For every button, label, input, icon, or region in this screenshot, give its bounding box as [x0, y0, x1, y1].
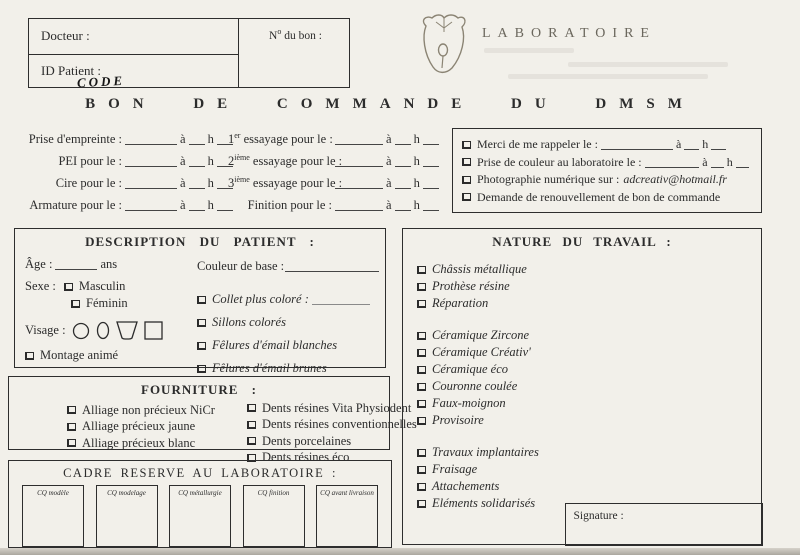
option-label: Sillons colorés [212, 315, 286, 329]
checkbox-icon[interactable] [71, 300, 80, 308]
nature-list [417, 261, 539, 512]
age-label: Âge : [25, 257, 53, 271]
nature-item [417, 295, 539, 312]
feminin-label: Féminin [86, 296, 128, 310]
schedule-row-finition [228, 194, 442, 216]
collet-field[interactable] [312, 294, 370, 305]
nature-item [417, 495, 539, 512]
sexe-label: Sexe : [25, 279, 56, 293]
nature-item [417, 361, 539, 378]
age-field[interactable] [55, 259, 97, 270]
minute-field[interactable] [423, 178, 439, 189]
faded-print [508, 74, 708, 79]
hour-label: h [207, 153, 214, 168]
cadre-reserve-box [8, 460, 392, 548]
row-label-sup: ième [234, 152, 250, 162]
row-label-rest: essayage pour le : [249, 154, 343, 169]
fourniture-right-column [247, 400, 417, 466]
date-field[interactable] [335, 200, 383, 211]
minute-field[interactable] [423, 200, 439, 211]
item-label: Céramique éco [432, 362, 509, 376]
item-label: Prothèse résine [432, 279, 510, 293]
nature-item [417, 378, 539, 395]
checkbox-icon[interactable] [417, 266, 426, 274]
option-rappeler [462, 136, 752, 154]
age-row [25, 257, 190, 272]
checkbox-icon[interactable] [25, 352, 34, 360]
checkbox-icon[interactable] [197, 296, 206, 304]
patient-id-label: ID Patient : [41, 63, 101, 78]
hour-field[interactable] [395, 134, 411, 145]
visage-row [25, 321, 190, 340]
date-field[interactable] [335, 156, 383, 167]
checkbox-icon[interactable] [417, 466, 426, 474]
schedule-row-essayage3 [228, 172, 442, 194]
nature-travail-box [402, 228, 762, 545]
hour-field[interactable] [684, 139, 699, 150]
visage-label: Visage : [25, 323, 66, 337]
patient-right-column [197, 259, 382, 384]
option-label: Fêlures d'émail blanches [212, 338, 338, 352]
item-label: Châssis métallique [432, 262, 527, 276]
item-label: Provisoire [432, 413, 484, 427]
cq-finition-cell[interactable] [243, 485, 305, 547]
cq-metallurgie-cell[interactable] [169, 485, 231, 547]
hour-field[interactable] [189, 156, 205, 167]
cq-avant-livraison-cell[interactable] [316, 485, 378, 547]
fourniture-item [247, 433, 417, 450]
item-label: Travaux implantaires [432, 445, 539, 459]
item-label: Faux-moignon [432, 396, 506, 410]
item-label: Dents résines éco [261, 450, 350, 465]
row-label-sup: er [234, 130, 241, 140]
checkbox-icon[interactable] [417, 300, 426, 308]
item-label: Céramique Créativ' [432, 345, 531, 359]
option-label: Fêlures d'émail brunes [212, 361, 327, 375]
face-shape-oval-icon[interactable] [96, 321, 110, 340]
nature-item [417, 412, 539, 429]
row-label [228, 131, 332, 147]
date-field[interactable] [125, 200, 177, 211]
item-label: Alliage précieux blanc [82, 435, 196, 450]
item-label: Réparation [432, 296, 489, 310]
patient-description-box [14, 228, 386, 375]
couleur-base-label: Couleur de base : [197, 259, 285, 273]
checkbox-icon[interactable] [417, 383, 426, 391]
face-shape-trapezoid-icon[interactable] [116, 321, 138, 340]
checkbox-icon[interactable] [462, 158, 471, 166]
checkbox-icon[interactable] [417, 332, 426, 340]
checkbox-icon[interactable] [417, 417, 426, 425]
signature-label: Signature : [573, 509, 624, 522]
signature-box[interactable] [565, 503, 763, 546]
schedule-row-essayage2 [228, 150, 442, 172]
section-title: FOURNITURE : [141, 382, 257, 397]
at-label: à [180, 197, 186, 212]
divider [29, 54, 238, 55]
checkbox-icon[interactable] [417, 483, 426, 491]
cq-modelage-cell[interactable] [96, 485, 158, 547]
bon-number-label-base: N [269, 29, 278, 42]
at-label: à [180, 175, 186, 190]
hour-field[interactable] [395, 178, 411, 189]
date-field[interactable] [645, 157, 700, 168]
checkbox-icon[interactable] [197, 319, 206, 327]
checkbox-icon[interactable] [417, 349, 426, 357]
option-felures-brunes [197, 361, 382, 376]
schedule-row-empreinte [8, 128, 236, 150]
divider [238, 19, 239, 87]
contact-options-box [452, 128, 762, 213]
option-felures-blanches [197, 338, 382, 353]
at-label: à [386, 131, 392, 146]
minute-field[interactable] [423, 156, 439, 167]
option-label: Merci de me rappeler le : [477, 137, 598, 152]
face-shape-circle-icon[interactable] [72, 322, 90, 340]
fourniture-item [247, 417, 417, 434]
hour-field[interactable] [395, 156, 411, 167]
couleur-base-row [197, 259, 382, 274]
masculin-label: Masculin [78, 279, 126, 293]
fourniture-item [67, 435, 215, 452]
nature-item [417, 395, 539, 412]
item-label: Alliage non précieux NiCr [82, 402, 215, 417]
option-photographie [462, 171, 752, 189]
checkbox-icon[interactable] [417, 283, 426, 291]
montage-row [25, 348, 190, 363]
couleur-base-field[interactable] [285, 261, 379, 272]
hour-field[interactable] [395, 200, 411, 211]
hour-label: h [413, 153, 420, 168]
checkbox-icon[interactable] [417, 449, 426, 457]
item-label: Dents résines conventionnelles [261, 417, 417, 432]
age-unit-label: ans [100, 257, 118, 271]
checkbox-icon[interactable] [247, 437, 256, 445]
item-label: Attachements [432, 479, 500, 493]
row-label-rest: essayage pour le : [249, 176, 343, 191]
section-title: NATURE DU TRAVAIL : [492, 234, 672, 249]
row-label: Finition pour le : [247, 197, 332, 212]
patient-id-handwritten-value: CODE [76, 72, 126, 91]
minute-field[interactable] [711, 139, 726, 150]
row-label: Cire pour le : [55, 175, 122, 190]
date-field[interactable] [335, 134, 383, 145]
fourniture-item [67, 419, 215, 436]
row-label-num: 1 [228, 132, 235, 147]
tooth-logo-icon [418, 12, 470, 76]
face-shape-square-icon[interactable] [144, 321, 163, 340]
hour-label: h [413, 175, 420, 190]
at-label: à [180, 153, 186, 168]
item-label: Dents résines Vita Physiodent [261, 400, 412, 415]
hour-field[interactable] [189, 134, 205, 145]
date-field[interactable] [125, 156, 177, 167]
hour-field[interactable] [189, 200, 205, 211]
checkbox-icon[interactable] [67, 406, 76, 414]
checkbox-icon[interactable] [417, 500, 426, 508]
cell-label: CQ métallurgie [178, 489, 222, 497]
nature-item [417, 461, 539, 478]
section-title: DESCRIPTION DU PATIENT : [85, 234, 315, 249]
item-label: Alliage précieux jaune [82, 419, 196, 434]
checkbox-icon[interactable] [462, 176, 471, 184]
hour-label: h [413, 197, 420, 212]
row-label-num: 3 [228, 176, 235, 191]
option-collet [197, 292, 382, 307]
option-label: Prise de couleur au laboratoire le : [477, 154, 642, 169]
checkbox-icon[interactable] [247, 404, 256, 412]
hour-label: h [726, 154, 733, 169]
at-label: à [386, 197, 392, 212]
row-label-rest: essayage pour le : [240, 132, 333, 147]
option-label: Demande de renouvellement de bon de commande [477, 189, 721, 204]
option-prise-couleur [462, 154, 752, 172]
fourniture-left-column [67, 402, 215, 466]
option-label: Collet plus coloré : [212, 292, 309, 306]
checkbox-icon[interactable] [67, 423, 76, 431]
at-label: à [386, 153, 392, 168]
row-label [228, 152, 343, 169]
date-field[interactable] [601, 139, 673, 150]
fourniture-item [247, 400, 417, 417]
feminin-row [71, 296, 190, 311]
hour-label: h [207, 197, 214, 212]
hour-label: h [207, 131, 214, 146]
checkbox-icon[interactable] [462, 193, 471, 201]
nature-item [417, 278, 539, 295]
date-field[interactable] [125, 134, 177, 145]
item-label: Eléments solidarisés [432, 496, 536, 510]
bon-number-label-rest: du bon : [281, 29, 322, 42]
nature-item [417, 478, 539, 495]
row-label-num: 2 [228, 154, 235, 169]
checkbox-icon[interactable] [67, 439, 76, 447]
laboratory-logo [418, 12, 758, 84]
doctor-patient-box [28, 18, 350, 91]
row-label-sup: ième [234, 174, 250, 184]
montage-label: Montage animé [40, 348, 119, 362]
patient-left-column [25, 257, 190, 370]
scan-edge-shadow [0, 548, 800, 555]
row-label: Armature pour le : [29, 197, 122, 212]
bon-number-label-sup: o [277, 27, 282, 36]
faded-print [568, 62, 728, 67]
bon-number-label [269, 27, 322, 42]
section-title: CADRE RESERVE AU LABORATOIRE : [63, 466, 337, 480]
hour-field[interactable] [711, 157, 724, 168]
schedule-row-armature [8, 194, 236, 216]
option-renouvellement [462, 189, 752, 207]
item-label: Fraisage [432, 462, 478, 476]
faded-print [484, 48, 574, 53]
hour-field[interactable] [189, 178, 205, 189]
fourniture-item [67, 402, 215, 419]
checkbox-icon[interactable] [417, 400, 426, 408]
cell-label: CQ modelage [107, 489, 146, 497]
hour-label: h [413, 131, 420, 146]
at-label: à [386, 175, 392, 190]
schedule-row-cire [8, 172, 236, 194]
doctor-label: Docteur : [41, 28, 90, 43]
cq-modele-cell[interactable] [22, 485, 84, 547]
nature-item [417, 444, 539, 461]
schedule-row-pei [8, 150, 236, 172]
laboratoire-wordmark: LABORATOIRE [482, 26, 656, 41]
date-field[interactable] [125, 178, 177, 189]
row-label: PEI pour le : [58, 153, 122, 168]
checkbox-icon[interactable] [417, 366, 426, 374]
fourniture-box [8, 376, 417, 465]
item-label: Couronne coulée [432, 379, 518, 393]
row-label: Prise d'empreinte : [28, 131, 122, 146]
cell-label: CQ finition [257, 489, 290, 497]
nature-item [417, 344, 539, 361]
cell-label: CQ avant livraison [320, 489, 374, 497]
cell-label: CQ modèle [37, 489, 69, 497]
email-address: adcreativ@hotmail.fr [623, 172, 727, 187]
at-label: à [702, 154, 708, 169]
schedule-row-essayage1 [228, 128, 442, 150]
item-label: Céramique Zircone [432, 328, 530, 342]
checkbox-icon[interactable] [197, 365, 206, 373]
at-label: à [180, 131, 186, 146]
hour-label: h [207, 175, 214, 190]
option-sillons [197, 315, 382, 330]
schedule-left-column [8, 128, 236, 216]
checkbox-icon[interactable] [64, 283, 73, 291]
checkbox-icon[interactable] [197, 342, 206, 350]
date-field[interactable] [335, 178, 383, 189]
form-title: BON DE COMMANDE DU DMSM [85, 96, 695, 112]
nature-item [417, 261, 539, 278]
minute-field[interactable] [736, 157, 749, 168]
schedule-right-column [228, 128, 442, 216]
row-label [228, 174, 343, 191]
item-label: Dents porcelaines [261, 433, 352, 448]
hour-label: h [702, 137, 709, 152]
minute-field[interactable] [423, 134, 439, 145]
nature-item [417, 327, 539, 344]
checkbox-icon[interactable] [247, 421, 256, 429]
sexe-row [25, 279, 190, 294]
checkbox-icon[interactable] [462, 141, 471, 149]
option-label: Photographie numérique sur : [477, 172, 620, 187]
at-label: à [675, 137, 682, 152]
